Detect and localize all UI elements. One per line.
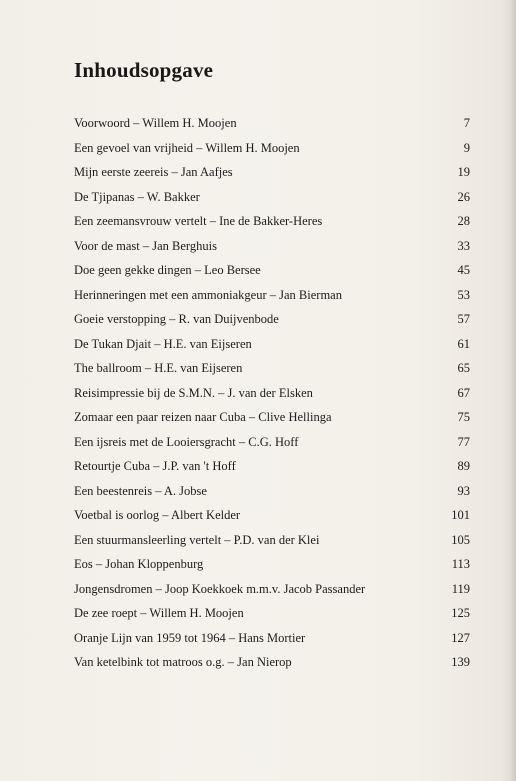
toc-entry [74, 160, 470, 185]
toc-entry-title: Oranje Lijn van 1959 tot 1964 – Hans Mortier [74, 630, 306, 645]
toc-entry-title: Voorwoord – Willem H. Moojen [74, 116, 237, 130]
toc-entry [74, 381, 470, 406]
toc-entry [74, 454, 470, 479]
toc-entry-title: Zomaar een paar reizen naar Cuba – Clive Hellinga [74, 410, 332, 424]
toc-entry [74, 283, 470, 308]
toc-entry-title: Voetbal is oorlog – Albert Kelder [74, 508, 241, 522]
toc-entry-title: Herinneringen met een ammoniakgeur – Jan Bierman [74, 287, 342, 302]
toc-entry-page-number: 53 [457, 287, 470, 302]
toc-entry-title: Jongensdromen – Joop Koekkoek m.m.v. Jacob Passander [74, 581, 366, 596]
toc-entry [74, 307, 470, 332]
toc-entry-title: Een beestenreis – A. Jobse [74, 483, 207, 498]
toc-entry-title: De Tjipanas – W. Bakker [74, 189, 200, 204]
toc-entry-page-number: 113 [451, 557, 470, 571]
toc-entry [74, 577, 470, 602]
toc-entry-title: Goeie verstopping – R. van Duijvenbode [74, 312, 279, 326]
toc-entry-page-number: 19 [457, 165, 470, 179]
table-of-contents [74, 111, 470, 675]
toc-entry [74, 136, 470, 161]
toc-entry-page-number: 125 [451, 606, 470, 620]
toc-entry-page-number: 101 [451, 508, 470, 522]
page-title: Inhoudsopgave [74, 58, 214, 83]
toc-entry-page-number: 93 [457, 483, 470, 498]
toc-entry [74, 528, 470, 553]
toc-entry-title: Van ketelbink tot matroos o.g. – Jan Nierop [74, 655, 292, 669]
toc-entry-page-number: 33 [457, 238, 470, 253]
toc-entry [74, 405, 470, 430]
toc-entry [74, 332, 470, 357]
toc-entry-page-number: 45 [457, 263, 470, 277]
toc-entry-title: Een stuurmansleerling vertelt – P.D. van der Klei [74, 532, 320, 547]
toc-entry-page-number: 26 [457, 189, 470, 204]
toc-entry-page-number: 139 [451, 655, 470, 669]
toc-entry-page-number: 57 [457, 312, 470, 326]
toc-entry [74, 626, 470, 651]
toc-entry-title: Retourtje Cuba – J.P. van 't Hoff [74, 459, 236, 473]
toc-entry-page-number: 89 [457, 459, 470, 473]
toc-entry-page-number: 9 [463, 140, 470, 155]
toc-entry [74, 111, 470, 136]
toc-entry-title: Een ijsreis met de Looiersgracht – C.G. Hoff [74, 434, 299, 449]
toc-entry-title: Mijn eerste zeereis – Jan Aafjes [74, 165, 233, 179]
toc-entry-page-number: 61 [457, 336, 470, 351]
toc-entry [74, 552, 470, 577]
toc-entry-title: Doe geen gekke dingen – Leo Bersee [74, 263, 261, 277]
toc-entry [74, 479, 470, 504]
toc-entry [74, 258, 470, 283]
toc-entry-page-number: 75 [457, 410, 470, 424]
toc-entry-title: Een zeemansvrouw vertelt – Ine de Bakker-Heres [74, 214, 323, 228]
toc-entry-title: Voor de mast – Jan Berghuis [74, 238, 217, 253]
toc-entry [74, 601, 470, 626]
toc-entry-title: Eos – Johan Kloppenburg [74, 557, 204, 571]
toc-entry-title: De zee roept – Willem H. Moojen [74, 606, 244, 620]
toc-entry [74, 650, 470, 675]
toc-entry-page-number: 105 [451, 532, 470, 547]
toc-entry [74, 185, 470, 210]
toc-entry-title: Reisimpressie bij de S.M.N. – J. van der Elsken [74, 385, 313, 400]
toc-entry [74, 234, 470, 259]
toc-entry-page-number: 28 [457, 214, 470, 228]
toc-entry [74, 356, 470, 381]
toc-entry-title: The ballroom – H.E. van Eijseren [74, 361, 243, 375]
toc-entry [74, 430, 470, 455]
toc-entry-title: Een gevoel van vrijheid – Willem H. Moojen [74, 140, 300, 155]
toc-entry [74, 503, 470, 528]
toc-entry-page-number: 77 [457, 434, 470, 449]
toc-entry-title: De Tukan Djait – H.E. van Eijseren [74, 336, 252, 351]
toc-entry-page-number: 67 [457, 385, 470, 400]
toc-entry-page-number: 65 [457, 361, 470, 375]
toc-entry [74, 209, 470, 234]
page-edge-shadow [510, 0, 516, 781]
toc-entry-page-number: 7 [463, 116, 470, 130]
toc-entry-page-number: 127 [451, 630, 470, 645]
toc-entry-page-number: 119 [451, 581, 470, 596]
